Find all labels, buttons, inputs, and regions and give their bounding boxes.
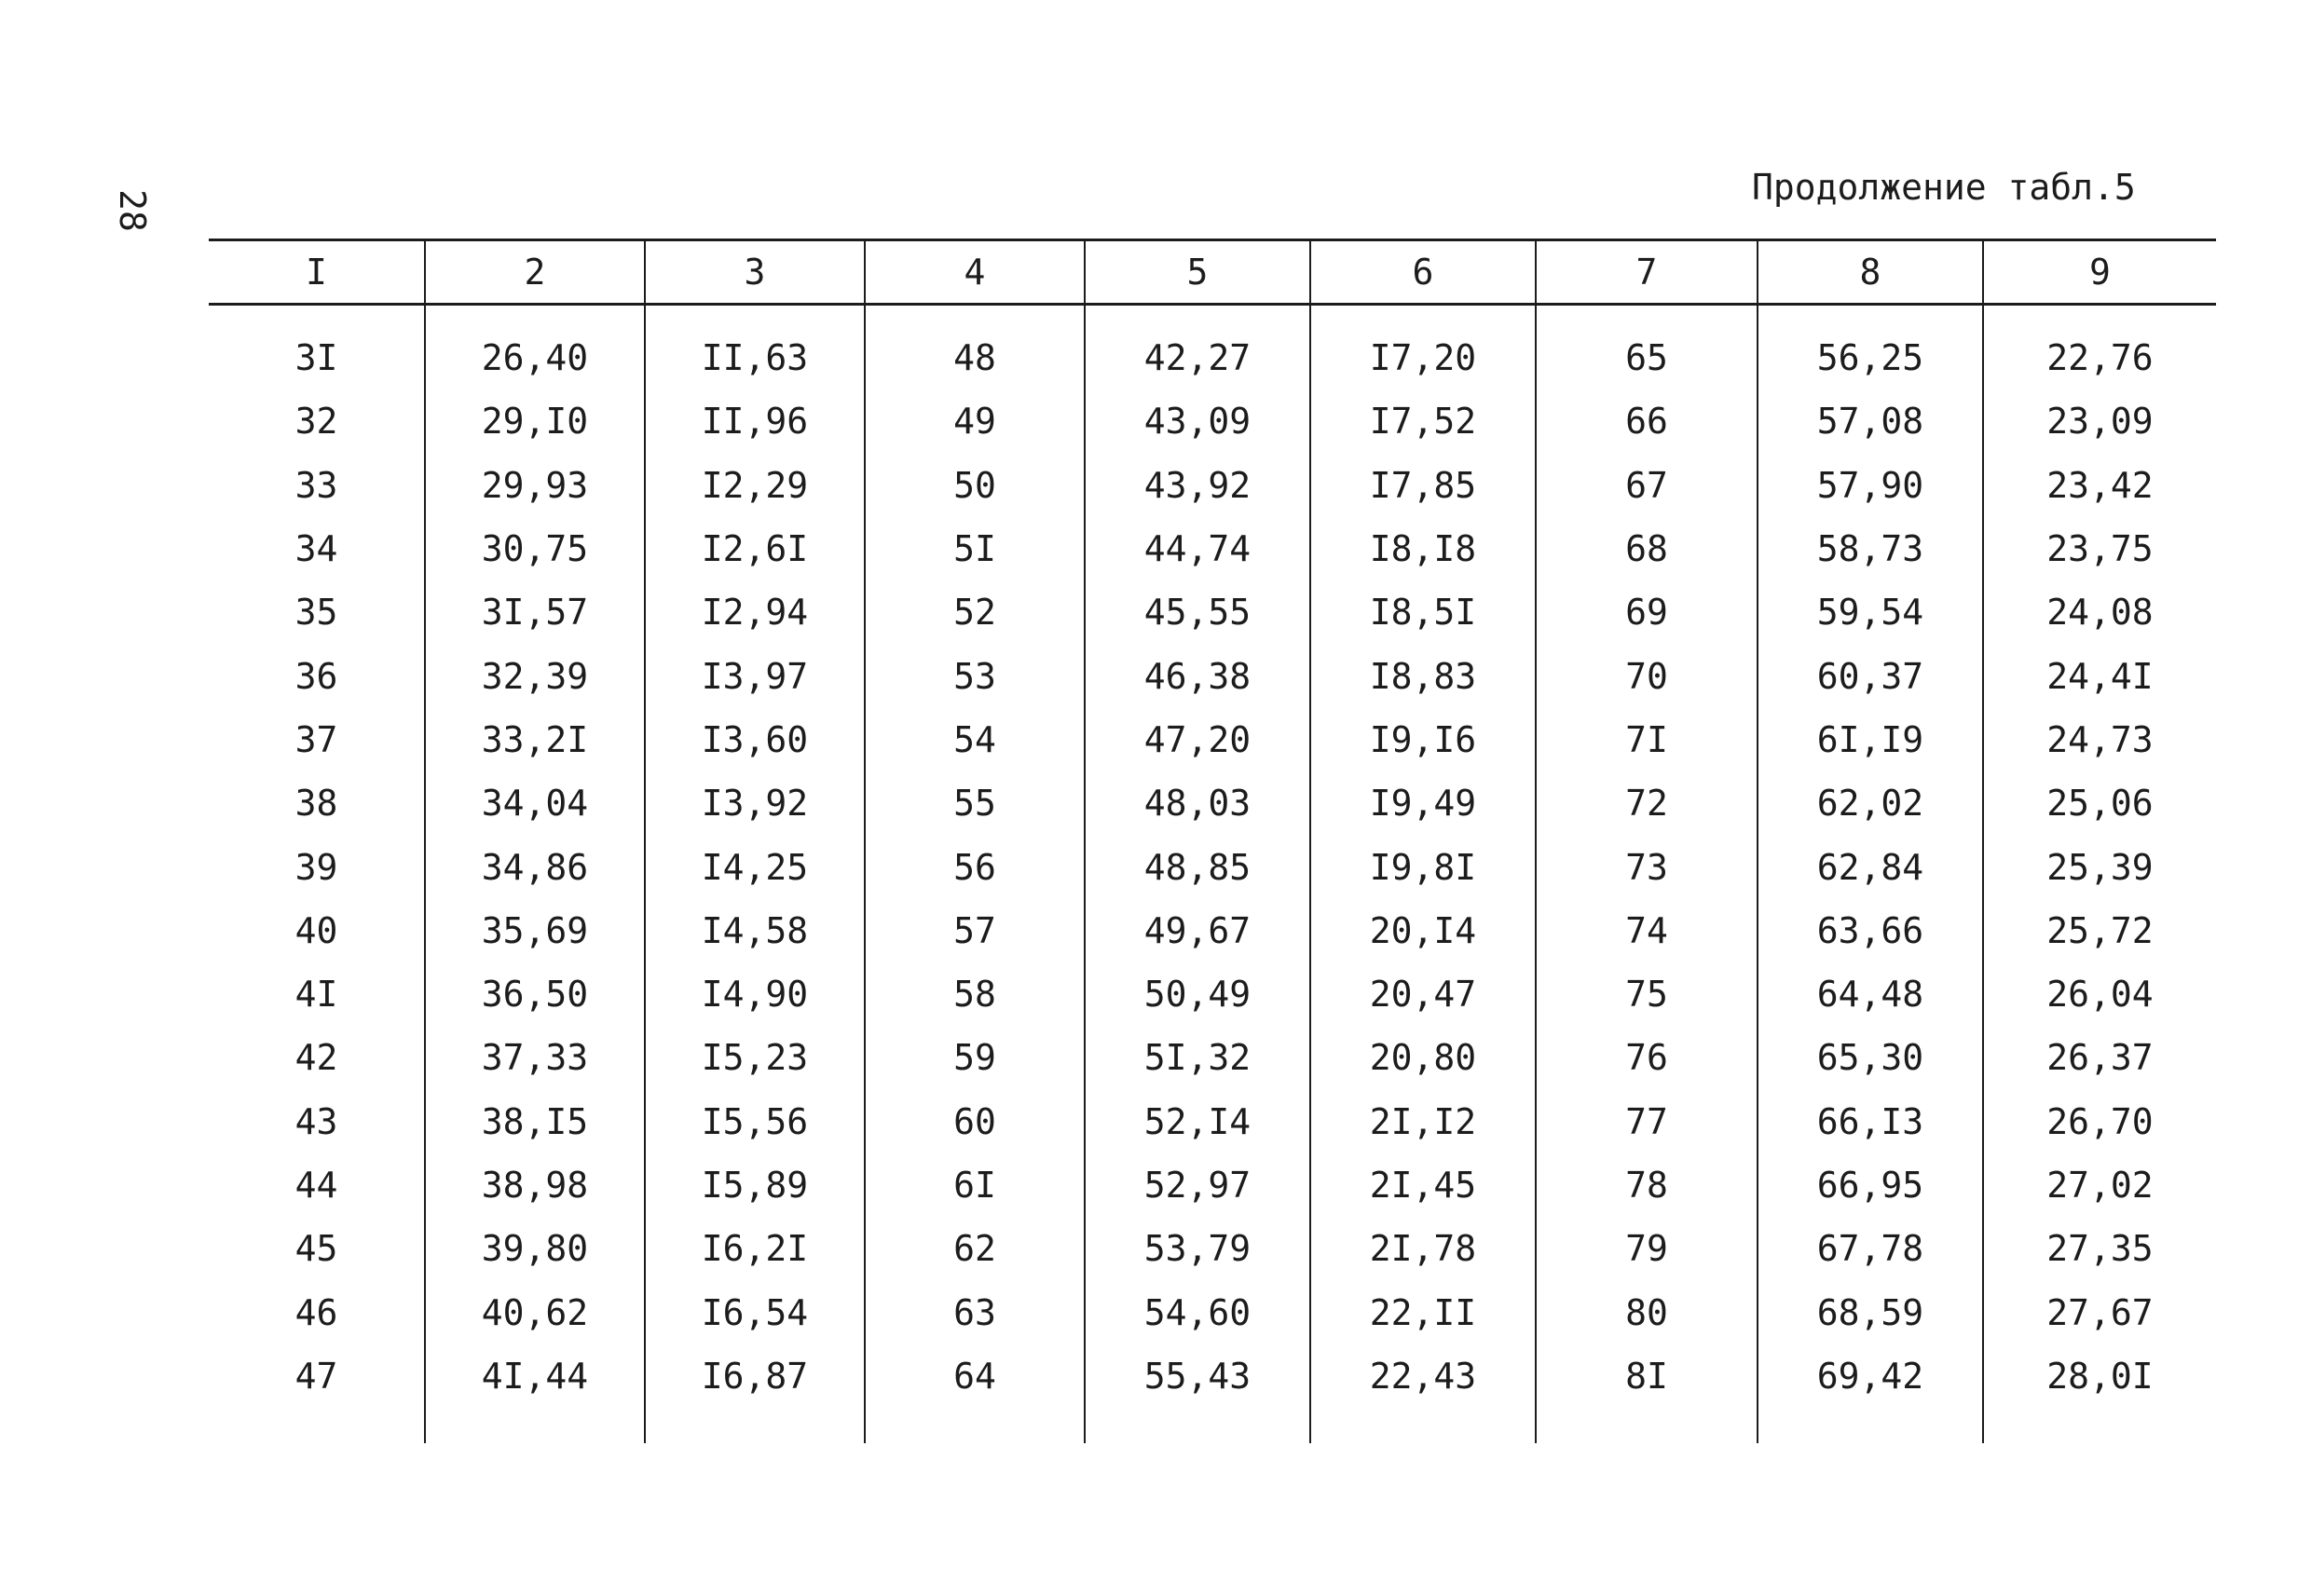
table-cell: 56 [865, 835, 1085, 898]
table-cell: 40 [294, 909, 338, 951]
table-cell: 39 [294, 846, 338, 888]
table-row [209, 899, 2216, 962]
table-cell: 62,02 [1758, 771, 1983, 835]
column-header: 9 [1983, 240, 2216, 305]
table-cell: 57,08 [1758, 389, 1983, 453]
table-cell: 22,76 [1983, 305, 2216, 390]
table-cell: 76 [1536, 1026, 1758, 1089]
table-cell: 77 [1536, 1090, 1758, 1153]
table-row [209, 1026, 2216, 1089]
table-cell: 26,37 [1983, 1026, 2216, 1089]
table-cell: 79 [1536, 1217, 1758, 1280]
table-cell: 32,39 [425, 644, 645, 707]
table-cell: 24,4I [1983, 644, 2216, 707]
table-cell: 45,55 [1085, 580, 1310, 644]
table-cell: I7,20 [1310, 305, 1536, 390]
table-cell: 3I,57 [425, 580, 645, 644]
table-cell: 42,27 [1085, 305, 1310, 390]
table-cell: 66 [1536, 389, 1758, 453]
table-cell: 25,39 [1983, 835, 2216, 898]
table-cell: 29,I0 [425, 389, 645, 453]
table-cell: 78 [1536, 1153, 1758, 1217]
column-header: 4 [865, 240, 1085, 305]
table-cell: 68,59 [1758, 1280, 1983, 1344]
table-cell: I6,2I [645, 1217, 865, 1280]
table-cell: 26,70 [1983, 1090, 2216, 1153]
data-table [209, 239, 2216, 1443]
table-cell: 50 [865, 454, 1085, 517]
table-row [209, 835, 2216, 898]
table-cell: 57 [865, 899, 1085, 962]
table-continuation-caption: Продолжение табл.5 [1752, 167, 2136, 208]
table-cell: I2,94 [645, 580, 865, 644]
table-cell: 43 [294, 1100, 338, 1142]
table-cell: 2I,I2 [1310, 1090, 1536, 1153]
table-cell: 33 [294, 464, 338, 506]
table-cell: 27,35 [1983, 1217, 2216, 1280]
table-header [209, 240, 2216, 305]
table-cell: I3,97 [645, 644, 865, 707]
table-cell: 56,25 [1758, 305, 1983, 390]
table-row [209, 580, 2216, 644]
table-cell: 27,02 [1983, 1153, 2216, 1217]
table-body [209, 305, 2216, 1444]
table-cell: 63 [865, 1280, 1085, 1344]
table-cell: 52,I4 [1085, 1090, 1310, 1153]
table-cell: 4I [294, 974, 338, 1016]
table-cell: 26,04 [1983, 962, 2216, 1026]
table-cell: 38,98 [425, 1153, 645, 1217]
table-cell: 2I,78 [1310, 1217, 1536, 1280]
table-cell: 60,37 [1758, 644, 1983, 707]
table-cell: 46 [294, 1291, 338, 1333]
table-cell: 42 [294, 1037, 338, 1079]
table-cell: I4,58 [645, 899, 865, 962]
table-cell: 46,38 [1085, 644, 1310, 707]
table-cell: I2,29 [645, 454, 865, 517]
table-cell: 62 [865, 1217, 1085, 1280]
table-cell: 20,I4 [1310, 899, 1536, 962]
table-cell: 25,72 [1983, 899, 2216, 962]
table-cell: 25,06 [1983, 771, 2216, 835]
table-row [209, 517, 2216, 580]
table-cell: 49,67 [1085, 899, 1310, 962]
table-row [209, 644, 2216, 707]
table-cell: 75 [1536, 962, 1758, 1026]
table-cell: 38 [294, 783, 338, 825]
table-cell: I8,I8 [1310, 517, 1536, 580]
table-cell: 58 [865, 962, 1085, 1026]
table-cell: 55,43 [1085, 1344, 1310, 1443]
table-row [209, 1153, 2216, 1217]
table-row [209, 771, 2216, 835]
table-cell: 69,42 [1758, 1344, 1983, 1443]
table-cell: 4I,44 [425, 1344, 645, 1443]
table-cell: 34,86 [425, 835, 645, 898]
table-cell: 47 [294, 1355, 338, 1397]
table-cell: 22,II [1310, 1280, 1536, 1344]
table-cell: 37,33 [425, 1026, 645, 1089]
table-cell: I4,90 [645, 962, 865, 1026]
table-cell: 20,80 [1310, 1026, 1536, 1089]
table-cell: 48,85 [1085, 835, 1310, 898]
table-cell: 80 [1536, 1280, 1758, 1344]
table-row [209, 962, 2216, 1026]
table-cell: 54,60 [1085, 1280, 1310, 1344]
table-cell: 62,84 [1758, 835, 1983, 898]
table-row [209, 1280, 2216, 1344]
table-cell: 48,03 [1085, 771, 1310, 835]
table-cell: II,96 [645, 389, 865, 453]
table-row [209, 1090, 2216, 1153]
table-cell: 52,97 [1085, 1153, 1310, 1217]
table-cell: 30,75 [425, 517, 645, 580]
table-cell: 53,79 [1085, 1217, 1310, 1280]
table-cell: I7,52 [1310, 389, 1536, 453]
table-cell: 52 [865, 580, 1085, 644]
table-cell: 49 [865, 389, 1085, 453]
table-cell: 40,62 [425, 1280, 645, 1344]
table-cell: 58,73 [1758, 517, 1983, 580]
table-cell: 54 [865, 708, 1085, 771]
table-row [209, 708, 2216, 771]
column-header: 8 [1758, 240, 1983, 305]
table-cell: 23,75 [1983, 517, 2216, 580]
table-cell: 67,78 [1758, 1217, 1983, 1280]
table-cell: 6I [865, 1153, 1085, 1217]
table-row [209, 454, 2216, 517]
table-cell: 64,48 [1758, 962, 1983, 1026]
table-cell: 55 [865, 771, 1085, 835]
table-cell: 43,92 [1085, 454, 1310, 517]
table-cell: II,63 [645, 305, 865, 390]
table-cell: I7,85 [1310, 454, 1536, 517]
table-cell: 44,74 [1085, 517, 1310, 580]
table-cell: 24,73 [1983, 708, 2216, 771]
table-cell: 7I [1536, 708, 1758, 771]
table-cell: I4,25 [645, 835, 865, 898]
table-cell: 36,50 [425, 962, 645, 1026]
table-cell: 48 [865, 305, 1085, 390]
table-cell: 24,08 [1983, 580, 2216, 644]
table-cell: 28,0I [1983, 1344, 2216, 1443]
column-header: 6 [1310, 240, 1536, 305]
table-cell: 67 [1536, 454, 1758, 517]
table-cell: 70 [1536, 644, 1758, 707]
table-cell: 22,43 [1310, 1344, 1536, 1443]
table-cell: 44 [294, 1165, 338, 1206]
table-row [209, 1217, 2216, 1280]
table-cell: I8,83 [1310, 644, 1536, 707]
table-cell: 35,69 [425, 899, 645, 962]
column-header: 7 [1536, 240, 1758, 305]
table-cell: I5,56 [645, 1090, 865, 1153]
table-cell: 47,20 [1085, 708, 1310, 771]
table-cell: 53 [865, 644, 1085, 707]
table-cell: 50,49 [1085, 962, 1310, 1026]
table-cell: 33,2I [425, 708, 645, 771]
table-cell: 63,66 [1758, 899, 1983, 962]
table-cell: 5I [865, 517, 1085, 580]
table-cell: 3I [294, 337, 338, 379]
table-cell: 23,09 [1983, 389, 2216, 453]
table-cell: I3,92 [645, 771, 865, 835]
header-row [209, 240, 2216, 305]
table-cell: 57,90 [1758, 454, 1983, 517]
table-cell: I2,6I [645, 517, 865, 580]
page-number: 28 [112, 189, 153, 232]
table-cell: 74 [1536, 899, 1758, 962]
table-cell: 35 [294, 592, 338, 634]
table-cell: 59,54 [1758, 580, 1983, 644]
table-cell: I9,I6 [1310, 708, 1536, 771]
table-cell: I3,60 [645, 708, 865, 771]
table-cell: I5,89 [645, 1153, 865, 1217]
table-cell: 38,I5 [425, 1090, 645, 1153]
table-cell: 20,47 [1310, 962, 1536, 1026]
table-cell: 69 [1536, 580, 1758, 644]
table-row [209, 1344, 2216, 1443]
table-cell: 37 [294, 718, 338, 760]
table-cell: 36 [294, 655, 338, 697]
column-header: 5 [1085, 240, 1310, 305]
table-cell: I9,8I [1310, 835, 1536, 898]
column-header: I [209, 240, 425, 305]
table-cell: 64 [865, 1344, 1085, 1443]
table-cell: 23,42 [1983, 454, 2216, 517]
column-header: 3 [645, 240, 865, 305]
table-cell: 39,80 [425, 1217, 645, 1280]
table-cell: I6,87 [645, 1344, 865, 1443]
column-header: 2 [425, 240, 645, 305]
table-cell: 59 [865, 1026, 1085, 1089]
table-cell: 66,95 [1758, 1153, 1983, 1217]
table-cell: 8I [1536, 1344, 1758, 1443]
table-cell: 26,40 [425, 305, 645, 390]
table-cell: 5I,32 [1085, 1026, 1310, 1089]
table-cell: 65 [1536, 305, 1758, 390]
table-row [209, 305, 2216, 390]
table-cell: 73 [1536, 835, 1758, 898]
table-row [209, 389, 2216, 453]
table-cell: 45 [294, 1228, 338, 1270]
table-cell: 60 [865, 1090, 1085, 1153]
table-cell: 68 [1536, 517, 1758, 580]
table-cell: 34 [294, 528, 338, 570]
table-cell: I6,54 [645, 1280, 865, 1344]
table-cell: I9,49 [1310, 771, 1536, 835]
table-cell: 2I,45 [1310, 1153, 1536, 1217]
table-cell: I8,5I [1310, 580, 1536, 644]
table-cell: 72 [1536, 771, 1758, 835]
table-cell: 6I,I9 [1758, 708, 1983, 771]
table-cell: 29,93 [425, 454, 645, 517]
table-cell: I5,23 [645, 1026, 865, 1089]
table-cell: 27,67 [1983, 1280, 2216, 1344]
table-cell: 32 [294, 401, 338, 443]
table-cell: 65,30 [1758, 1026, 1983, 1089]
table-cell: 43,09 [1085, 389, 1310, 453]
table-cell: 34,04 [425, 771, 645, 835]
table-cell: 66,I3 [1758, 1090, 1983, 1153]
